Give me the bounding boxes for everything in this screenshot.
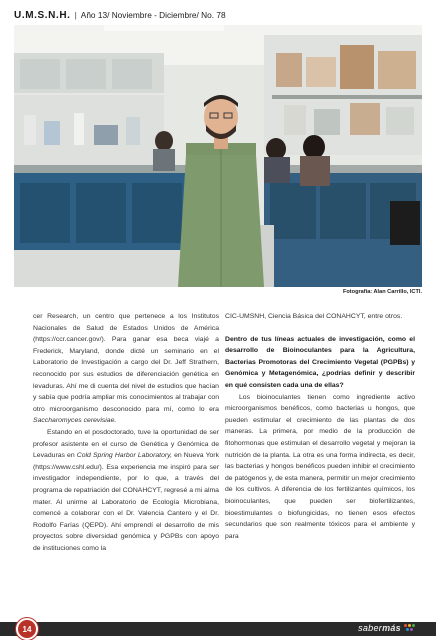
left-column: [33, 311, 219, 554]
right-paragraph-2: Los bioinoculantes tienen como ingrediente activo microorganismos benéficos, como bacterias u hongos, que pueden estimular el crecimiento de las plantas de dos maneras. La primera, por medio de la producción de fitohormonas que estimulan el desarrollo vegetal y mejoran la nutrición de la planta. La otra es una forma indirecta, es decir, las bacterias y hongos benéficos pueden inhibir el crecimiento de patógenos y, de esta manera, permitir un mejor crecimiento de los cultivos. A diferencia de los fertilizantes químicos, los bioinoculantes, que pueden ser biofertilizantes, bioestimulantes o biofungicidas, no tienen esos efectos secundarios que son realmente tóxicos para el ambiente y para: [225, 393, 415, 540]
page-footer: [0, 614, 436, 640]
logo-dots-icon: [404, 624, 416, 633]
logo-accent-text: más: [382, 623, 401, 633]
issue-info: Año 13/ Noviembre - Diciembre/ No. 78: [80, 10, 226, 20]
logo-main-text: saber: [358, 623, 383, 633]
page-number: 14: [16, 618, 38, 640]
left-paragraph-1: [33, 311, 219, 427]
left-paragraph-2: [33, 427, 219, 555]
running-header: [14, 7, 422, 23]
left-paragraph-2-text-a: Estando en el posdoctorado, tuve la oportunidad de ser profesor asistente en el curso de Genética y Genómica de Levaduras en: [33, 428, 219, 460]
header-separator: |: [74, 10, 77, 20]
journal-brand: U.M.S.N.H.: [14, 9, 71, 21]
right-paragraph-1: CIC-UMSNH, Ciencia Básica del CONAHCYT, entre otros.: [225, 313, 403, 320]
left-paragraph-2-text-b: en Nueva York (https://www.cshl.edu/). Esa experiencia me inspiró para ser investigador independiente, por lo que, a través del programa de repatriación del CONAHCYT, regresé a mi alma mater. Al unirme al Laboratorio de Ecología Microbiana, comencé a colaborar con el Dr. Valencia Cantero y el Dr. Rodolfo Farías (QEPD). Ahí emprendí el desarrollo de mis proyectos sobre diversidad genómica y PGPBs con apoyo de instituciones como la: [33, 452, 220, 552]
interview-question: Dentro de tus líneas actuales de investigación, como el desarrollo de Bioinoculantes para la Agricultura, Bacterias Promotoras del Crecimiento Vegetal (PGPBs) y Genómica y Metagenómica, ¿podrías definir y describir en qué consisten cada una de ellas?: [225, 335, 415, 389]
left-paragraph-1-text: cer Research, un centro que pertenece a los Institutos Nacionales de Salud de Estados Unidos de América (https://ccr.cancer.gov/). Para ganar esa beca viajé a Frederick, Maryland, donde dicté un seminario en el Laboratorio de Investigación a cargo del Dr. Jeff Strathern, reconocido por sus estudios de diferenciación genética en levaduras. Ahí me di cuenta del nivel de estudios que hacían y sabía que podría ampliar mis conocimientos al trabajar con otro microorganismo desconocido para mí, como lo era: [33, 313, 219, 413]
species-name: Saccharomyces cerevisiae.: [33, 417, 117, 425]
lab-name: Cold Spring Harbor Laboratory,: [76, 452, 172, 460]
lab-photo-illustration: [14, 25, 422, 287]
sabermas-logo: [358, 622, 416, 634]
photo-credit: Fotografía: Alan Carrillo, ICTI.: [342, 289, 422, 295]
lab-photo: [14, 25, 422, 287]
right-column: [225, 311, 415, 542]
